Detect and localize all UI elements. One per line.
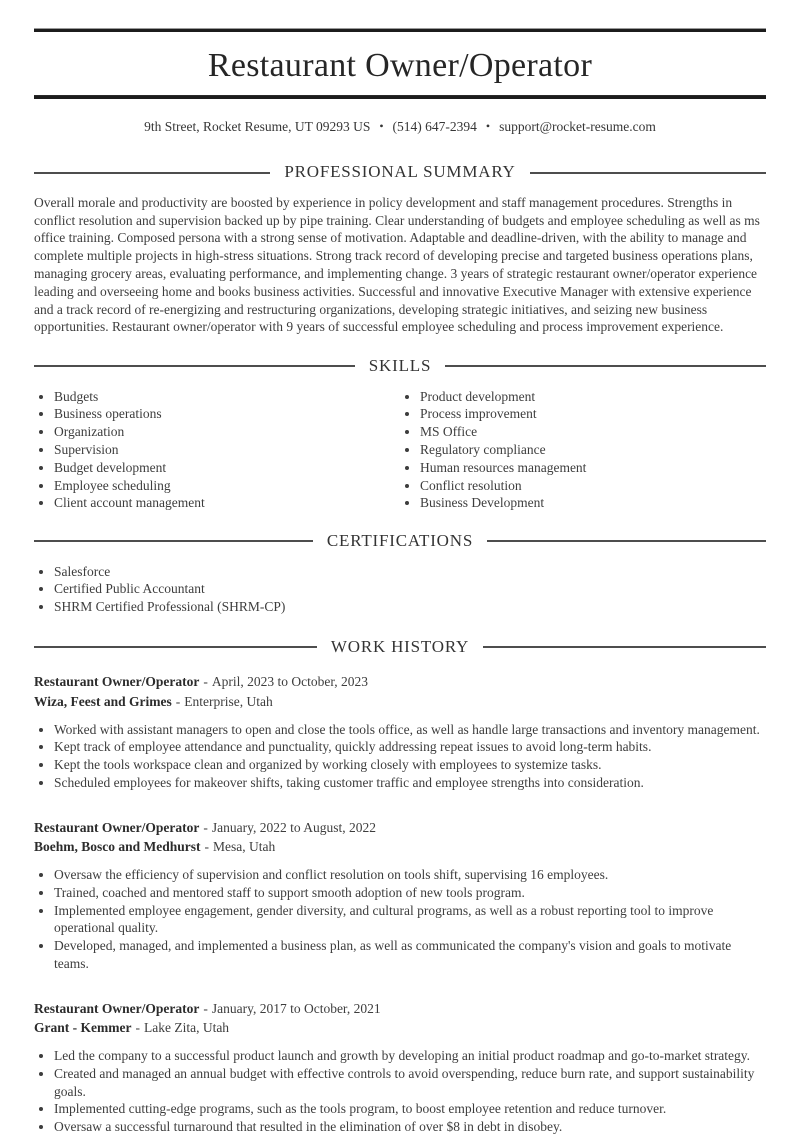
skills-columns (34, 377, 766, 513)
certifications-heading: CERTIFICATIONS (326, 531, 474, 551)
skills-column-left (34, 377, 400, 513)
job-location: Mesa, Utah (213, 839, 276, 855)
dash-separator: - (175, 693, 181, 709)
dash-separator: - (204, 839, 210, 855)
job-bullet: • Implemented cutting-edge programs, such as the tools program, to boost employee retention and reduce turnover. (54, 1100, 766, 1118)
skill-item: • Process improvement (420, 405, 766, 423)
section-heading-work-history (34, 637, 766, 657)
work-history-heading: WORK HISTORY (330, 636, 470, 656)
skills-column-right (400, 377, 766, 513)
contact-address: 9th Street, Rocket Resume, UT 09293 US (144, 119, 371, 135)
job-bullet: • Led the company to a successful product launch and growth by developing an initial product roadmap and go-to-market strategy. (54, 1047, 766, 1065)
certification-item: • Salesforce (54, 563, 766, 581)
contact-separator-dot: • (485, 119, 491, 134)
job-entry (34, 999, 766, 1136)
job-company: Grant - Kemmer (34, 1020, 132, 1036)
job-company-line (34, 692, 766, 712)
page-title: Restaurant Owner/Operator (207, 47, 593, 84)
certification-item: • Certified Public Accountant (54, 580, 766, 598)
job-bullet: • Developed, managed, and implemented a business plan, as well as communicated the company's vision and goals to motivate teams. (54, 937, 766, 973)
section-heading-skills (34, 356, 766, 376)
skills-heading: SKILLS (368, 356, 432, 376)
dash-separator: - (135, 1020, 140, 1036)
job-dates: January, 2022 to August, 2022 (211, 819, 376, 835)
skill-item: • Product development (420, 388, 766, 406)
job-title-line (34, 999, 766, 1019)
job-company-line (34, 1018, 766, 1038)
summary-paragraph: Overall morale and productivity are boosted by experience in policy development and staff management procedures. Strengths in conflict resolution and supervision backed up by pipe training. Clear understanding of budgets and employee scheduling as well as ms office training. Composed persona with a strong sense of motivation. Adaptable and deadline-driven, with the ability to manage and complete multiple projects in high-stress situations. Strong track record of developing precise and targeted business operations plans, managing grocery areas, evaluating performance, and implementing change. 3 years of strategic restaurant owner/operator experience leading and overseeing home and books business activities. Successful and innovative Executive Manager with extensive experience and a track record of re-energizing and restructuring organizations, developing strategic initiatives, and seizing new business opportunities. Restaurant owner/operator with 9 years of successful employee scheduling and process improvement experience. (34, 194, 760, 335)
job-location: Enterprise, Utah (184, 693, 273, 709)
heading-rule-left (34, 365, 355, 367)
dash-separator: - (203, 819, 208, 835)
skill-item: • Budgets (54, 388, 400, 406)
job-company: Wiza, Feest and Grimes (34, 693, 172, 709)
heading-rule-right (530, 172, 766, 174)
skill-item: • Employee scheduling (54, 477, 400, 495)
resume-page (0, 28, 800, 1135)
heading-rule-right (445, 365, 766, 367)
job-bullet: • Implemented employee engagement, gender diversity, and cultural programs, as well as a robust reporting tool to improve operational quality. (54, 902, 766, 938)
skill-item: • Business operations (54, 405, 400, 423)
job-bullet: • Kept track of employee attendance and punctuality, quickly addressing repeat issues to avoid long-term habits. (54, 738, 766, 756)
job-bullet: • Created and managed an annual budget with effective controls to avoid overspending, reduce burn rate, and support sustainability goals. (54, 1065, 766, 1101)
section-heading-certifications (34, 531, 766, 551)
job-bullet-list (34, 721, 766, 792)
job-dates: January, 2017 to October, 2021 (211, 1000, 381, 1016)
job-company: Boehm, Bosco and Medhurst (34, 839, 201, 855)
job-title: Restaurant Owner/Operator (34, 1000, 200, 1016)
contact-phone: (514) 647-2394 (392, 119, 477, 135)
title-divider (34, 95, 766, 99)
section-heading-summary (34, 162, 766, 182)
skill-item: • Budget development (54, 459, 400, 477)
skill-item: • Client account management (54, 494, 400, 512)
certifications-list (34, 563, 766, 616)
job-bullet-list (34, 866, 766, 973)
heading-rule-right (487, 540, 766, 542)
certification-item: • SHRM Certified Professional (SHRM-CP) (54, 598, 766, 616)
skill-item: • Conflict resolution (420, 477, 766, 495)
job-company-line (34, 837, 766, 857)
job-bullet: • Scheduled employees for makeover shifts, taking customer traffic and employee strengths into consideration. (54, 774, 766, 792)
job-bullet: • Oversaw the efficiency of supervision and conflict resolution on tools shift, supervising 16 employees. (54, 866, 766, 884)
contact-separator-dot: • (379, 119, 384, 134)
skill-item: • MS Office (420, 423, 766, 441)
job-title-line (34, 818, 766, 838)
job-bullet: • Kept the tools workspace clean and organized by working closely with employees to systemize tasks. (54, 756, 766, 774)
job-title-line (34, 672, 766, 692)
skill-item: • Human resources management (420, 459, 766, 477)
skill-item: • Business Development (420, 494, 766, 512)
job-title: Restaurant Owner/Operator (34, 819, 200, 835)
skill-item: • Supervision (54, 441, 400, 459)
dash-separator: - (203, 674, 208, 690)
contact-line (34, 119, 766, 135)
top-divider (34, 28, 766, 32)
summary-heading: PROFESSIONAL SUMMARY (284, 162, 516, 182)
heading-rule-left (34, 540, 313, 542)
job-bullet: • Trained, coached and mentored staff to support smooth adoption of new tools program. (54, 884, 766, 902)
job-entry (34, 818, 766, 973)
contact-email: support@rocket-resume.com (499, 119, 656, 135)
job-dates: April, 2023 to October, 2023 (211, 674, 369, 690)
job-title: Restaurant Owner/Operator (34, 674, 200, 690)
heading-rule-left (34, 646, 317, 648)
heading-rule-left (34, 172, 270, 174)
job-entry (34, 672, 766, 791)
skill-item: • Organization (54, 423, 400, 441)
job-bullet: • Oversaw a successful turnaround that resulted in the elimination of over $8 in debt in disobey. (54, 1118, 766, 1136)
dash-separator: - (203, 1000, 208, 1016)
heading-rule-right (483, 646, 766, 648)
skill-item: • Regulatory compliance (420, 441, 766, 459)
job-bullet-list (34, 1047, 766, 1136)
job-location: Lake Zita, Utah (143, 1020, 230, 1036)
job-bullet: • Worked with assistant managers to open and close the tools office, as well as handle large transactions and inventory management. (54, 721, 766, 739)
